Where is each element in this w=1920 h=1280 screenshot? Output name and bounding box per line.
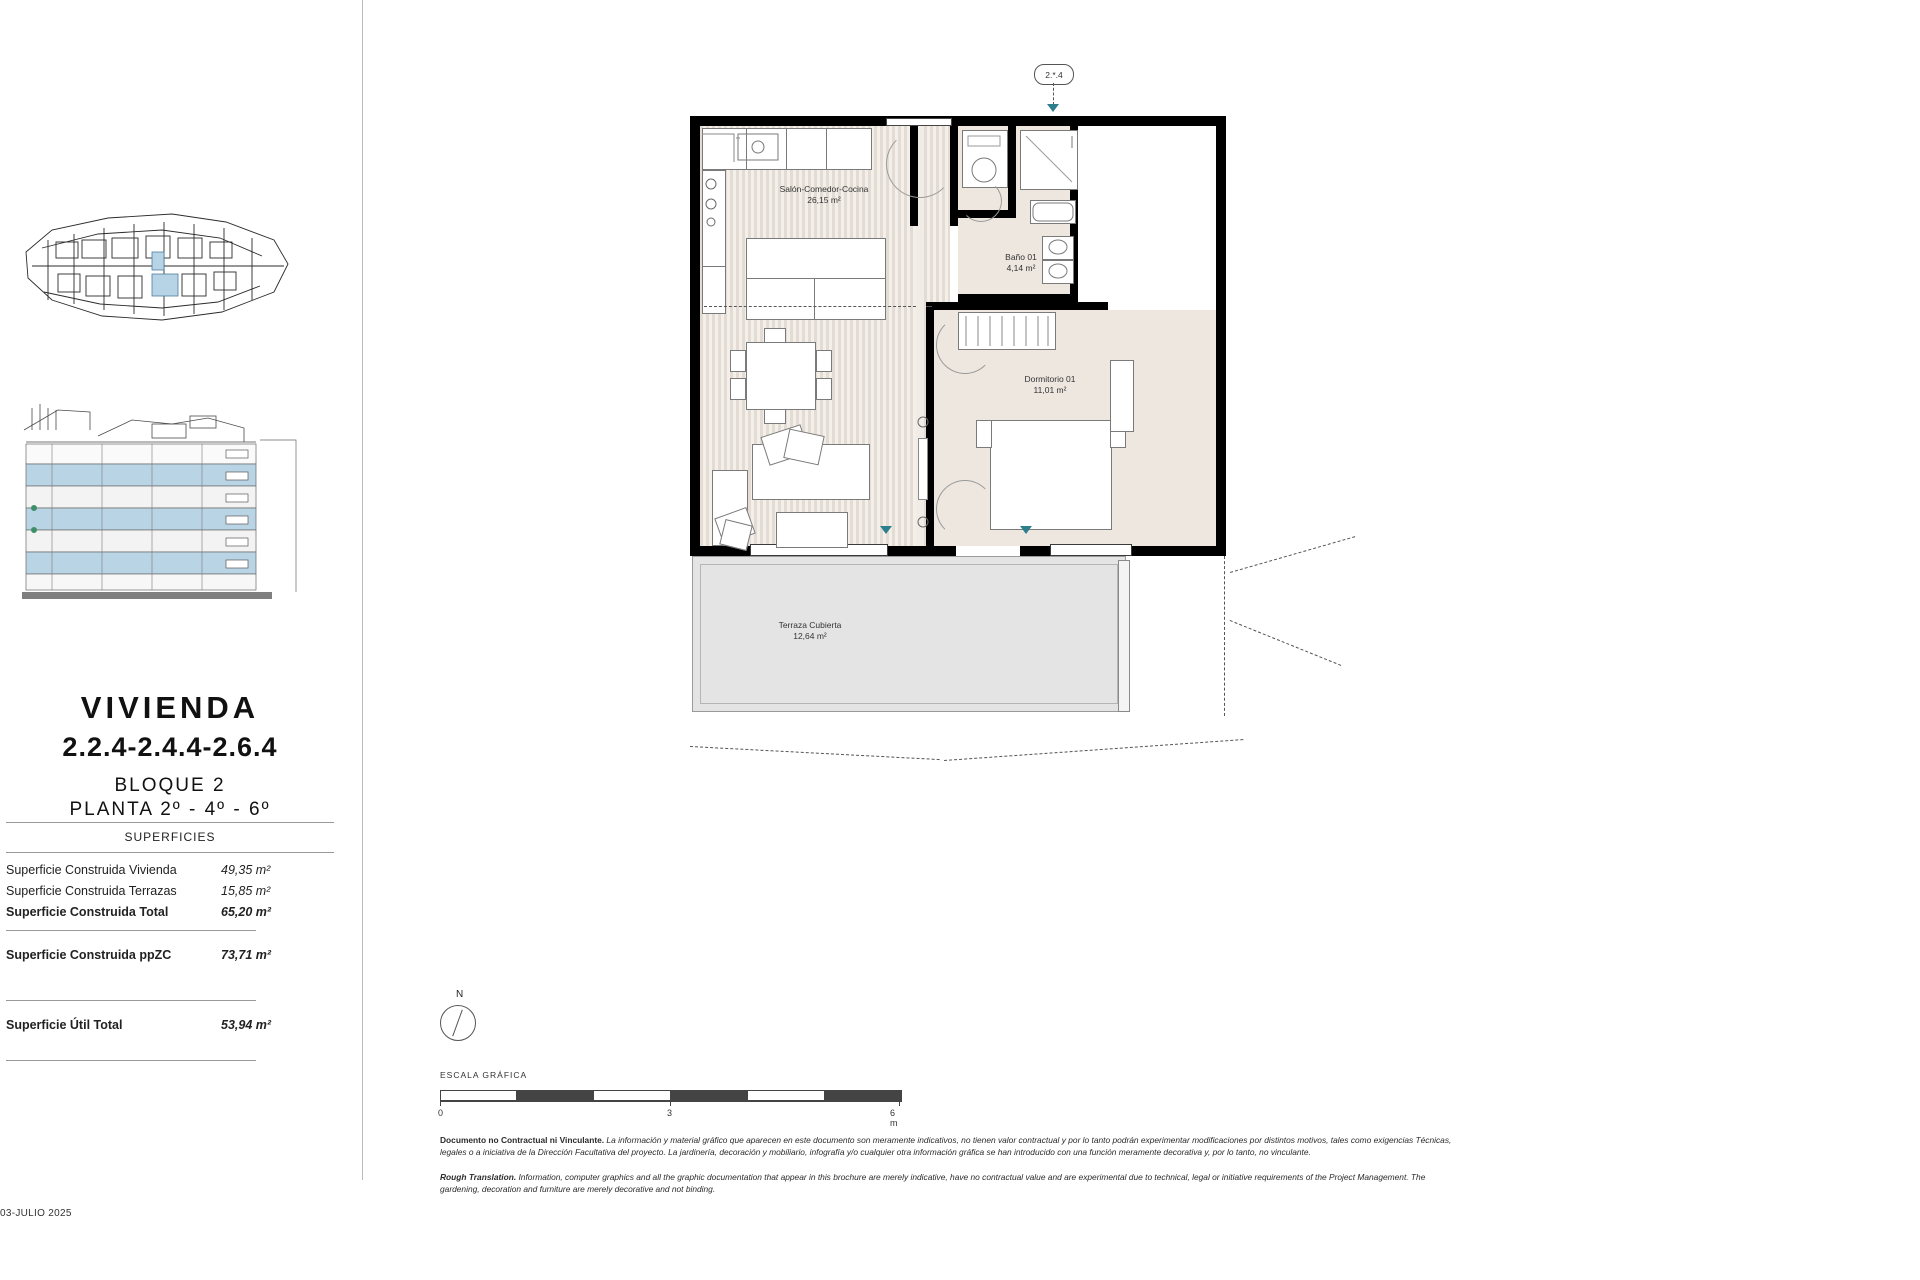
kitchen-corner-icon — [696, 128, 740, 168]
north-compass — [440, 989, 476, 1041]
hob-icon — [702, 170, 726, 230]
table-row — [6, 860, 336, 881]
building-elevation-diagram — [12, 380, 312, 615]
room-area: 26,15 m² — [807, 195, 841, 205]
section-tag: 2.*.4 — [1034, 64, 1074, 85]
compass-needle — [452, 1010, 463, 1037]
floor-label: PLANTA 2º - 4º - 6º — [69, 799, 271, 820]
areas-heading: SUPERFICIES — [124, 830, 216, 844]
room-label-bano — [976, 252, 1066, 274]
legal-english — [440, 1172, 1460, 1195]
legal-spanish — [440, 1135, 1460, 1158]
area-label: Superficie Útil Total — [6, 1018, 123, 1032]
unit-code: 2.2.4-2.4.4-2.6.4 — [62, 732, 278, 762]
left-info-column — [0, 0, 360, 1280]
areas-table-ppzc — [6, 945, 336, 966]
legal-spanish-bold: Documento no Contractual ni Vinculante. — [440, 1135, 605, 1145]
room-name: Dormitorio 01 — [1024, 374, 1076, 384]
scale-bar — [438, 1090, 900, 1128]
table-row — [6, 945, 336, 966]
table-row — [6, 881, 336, 902]
room-name: Salón-Comedor-Cocina — [779, 184, 869, 194]
room-label-terraza — [740, 620, 880, 642]
sink-icon — [734, 130, 784, 166]
room-name: Baño 01 — [1005, 252, 1037, 262]
area-label: Superficie Construida Vivienda — [6, 863, 177, 877]
shower-icon — [1020, 130, 1078, 190]
compass-circle — [440, 1005, 476, 1041]
area-label: Superficie Construida ppZC — [6, 948, 172, 962]
legal-english-bold: Rough Translation. — [440, 1172, 517, 1182]
area-value: 53,94 m² — [221, 1018, 272, 1032]
room-label-salon — [734, 184, 914, 206]
hall-fixture-icon — [912, 412, 934, 532]
table-row — [6, 902, 336, 923]
legal-spanish-text: La información y material gráfico que aparecen en este documento son meramente indicativos, no tienen valor contractual y por lo tanto podrán experimentar modificaciones por distintos motivos, tales como exigencias Técnicas, legales o a iniciativa de la Dirección Facultativa del proyecto. La jardinería, decoración y mobiliario, infografía y/o cualquier otra información gráfica se han introducido con una función meramente decorativa y, por lo tanto, no vinculante. — [440, 1135, 1452, 1157]
legal-disclaimer — [440, 1135, 1460, 1195]
legal-english-text: Information, computer graphics and all the graphic documentation that appear in this brochure are merely indicative, have no contractual value and are experimental due to technical, legal or initiative requirements of the Project Management. The gardening, decoration and furniture are merely decorative and not binding. — [440, 1172, 1426, 1194]
room-area: 12,64 m² — [793, 631, 827, 641]
room-label-dormitorio — [986, 374, 1114, 396]
block-label: BLOQUE 2 — [114, 775, 226, 796]
table-row — [6, 1015, 336, 1036]
bathtub-icon — [1030, 200, 1076, 224]
room-name: Terraza Cubierta — [778, 620, 842, 630]
vertical-divider — [362, 0, 363, 1180]
floor-plan-drawing — [690, 60, 1390, 890]
date-stamp: 03-JULIO 2025 — [0, 1208, 72, 1219]
scale-tick-1: 3 — [667, 1108, 673, 1118]
north-label: N — [456, 989, 464, 1000]
scale-tick-0: 0 — [438, 1108, 444, 1118]
area-value: 65,20 m² — [221, 905, 272, 919]
room-area: 11,01 m² — [1033, 385, 1067, 395]
areas-table-util — [6, 1015, 336, 1036]
washing-machine-icon — [962, 130, 1008, 188]
area-label: Superficie Construida Total — [6, 905, 169, 919]
areas-table — [6, 860, 336, 923]
area-value: 73,71 m² — [221, 948, 272, 962]
area-value: 15,85 m² — [221, 884, 271, 898]
title-block — [0, 690, 340, 821]
scale-title: ESCALA GRÁFICA — [440, 1070, 528, 1080]
room-area: 4,14 m² — [1006, 263, 1036, 273]
area-value: 49,35 m² — [221, 863, 271, 877]
area-label: Superficie Construida Terrazas — [6, 884, 177, 898]
key-plan-diagram — [12, 200, 302, 340]
page-title: VIVIENDA — [80, 690, 260, 725]
scale-tick-2: 6 m — [890, 1108, 898, 1128]
